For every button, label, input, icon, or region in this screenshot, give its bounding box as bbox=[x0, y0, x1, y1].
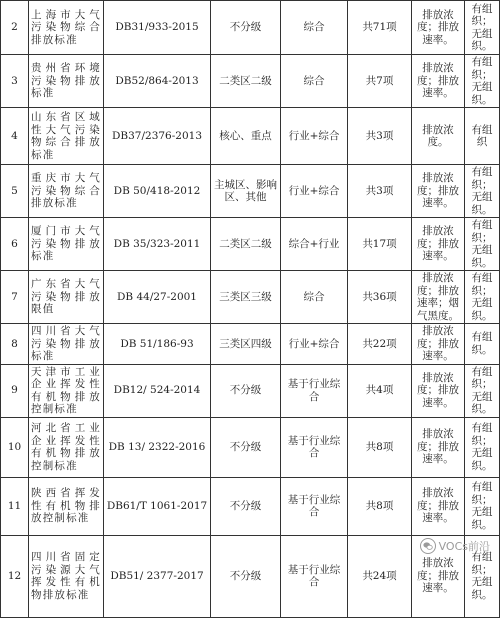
emission-scope: 有组织；无组织。 bbox=[465, 1, 500, 55]
emission-scope: 有组织；无组织。 bbox=[465, 535, 500, 617]
control-items: 排放浓度；排放速率。 bbox=[412, 417, 465, 477]
standard-name: 贵州省环境污染物排放标准 bbox=[29, 55, 104, 108]
standard-name: 上海市大气污染物综合排放标准 bbox=[29, 1, 104, 55]
grade-level: 二类区二级 bbox=[211, 55, 281, 108]
standard-name: 天津市工业企业挥发性有机物排放控制标准 bbox=[29, 364, 104, 417]
standard-code: DB 51/186-93 bbox=[104, 324, 211, 365]
standard-type: 行业+综合 bbox=[281, 324, 348, 365]
pollutant-count: 共17项 bbox=[348, 218, 412, 271]
standard-code: DB37/2376-2013 bbox=[104, 108, 211, 165]
row-number: 2 bbox=[1, 1, 29, 55]
control-items: 排放浓度；排放速率；烟气黑度。 bbox=[412, 271, 465, 324]
table-row bbox=[1, 1, 500, 55]
standard-name: 广东省大气污染物排放限值 bbox=[29, 271, 104, 324]
emission-scope: 有组织；无组织。 bbox=[465, 165, 500, 218]
table-row bbox=[1, 477, 500, 535]
table-row bbox=[1, 417, 500, 477]
table-row bbox=[1, 108, 500, 165]
emission-scope: 有组织；无组织。 bbox=[465, 364, 500, 417]
standard-type: 基于行业综合 bbox=[281, 364, 348, 417]
pollutant-count: 共24项 bbox=[348, 535, 412, 617]
table-row bbox=[1, 324, 500, 365]
control-items: 排放浓度；排放速率。 bbox=[412, 324, 465, 365]
pollutant-count: 共7项 bbox=[348, 55, 412, 108]
grade-level: 不分级 bbox=[211, 535, 281, 617]
standard-type: 综合+行业 bbox=[281, 218, 348, 271]
pollutant-count: 共71项 bbox=[348, 1, 412, 55]
emission-scope: 有组织；无组织。 bbox=[465, 271, 500, 324]
emission-scope: 有组织 bbox=[465, 108, 500, 165]
row-number: 11 bbox=[1, 477, 29, 535]
standard-type: 基于行业综合 bbox=[281, 535, 348, 617]
standard-type: 综合 bbox=[281, 271, 348, 324]
grade-level: 二类区二级 bbox=[211, 218, 281, 271]
control-items: 排放浓度；排放速率。 bbox=[412, 364, 465, 417]
standard-name: 山东省区域性大气污染物综合排放标准 bbox=[29, 108, 104, 165]
standard-code: DB31/933-2015 bbox=[104, 1, 211, 55]
standard-name: 河北省工业企业挥发性有机物排放控制标准 bbox=[29, 417, 104, 477]
standard-name: 陕西省挥发性有机物排放控制标准 bbox=[29, 477, 104, 535]
grade-level: 不分级 bbox=[211, 364, 281, 417]
standard-code: DB52/864-2013 bbox=[104, 55, 211, 108]
control-items: 排放浓度；排放速率。 bbox=[412, 218, 465, 271]
grade-level: 不分级 bbox=[211, 417, 281, 477]
standard-type: 行业+综合 bbox=[281, 108, 348, 165]
wechat-icon bbox=[420, 538, 436, 554]
standard-code: DB 13/ 2322-2016 bbox=[104, 417, 211, 477]
control-items: 排放浓度；排放速率。 bbox=[412, 55, 465, 108]
standard-code: DB 35/323-2011 bbox=[104, 218, 211, 271]
row-number: 12 bbox=[1, 535, 29, 617]
standard-name: 厦门市大气污染物排放标准 bbox=[29, 218, 104, 271]
pollutant-count: 共22项 bbox=[348, 324, 412, 365]
emission-scope: 有组织；无组织。 bbox=[465, 477, 500, 535]
row-number: 6 bbox=[1, 218, 29, 271]
table-row bbox=[1, 364, 500, 417]
standard-code: DB61/T 1061-2017 bbox=[104, 477, 211, 535]
table-row bbox=[1, 55, 500, 108]
standard-code: DB 44/27-2001 bbox=[104, 271, 211, 324]
row-number: 7 bbox=[1, 271, 29, 324]
grade-level: 不分级 bbox=[211, 477, 281, 535]
standard-code: DB51/ 2377-2017 bbox=[104, 535, 211, 617]
standard-type: 基于行业综合 bbox=[281, 477, 348, 535]
standard-code: DB12/ 524-2014 bbox=[104, 364, 211, 417]
standard-name: 四川省大气污染物排放标准 bbox=[29, 324, 104, 365]
control-items: 排放浓度；排放速率。 bbox=[412, 535, 465, 617]
table-row bbox=[1, 218, 500, 271]
pollutant-count: 共8项 bbox=[348, 477, 412, 535]
row-number: 10 bbox=[1, 417, 29, 477]
emission-scope: 有组织。 bbox=[465, 324, 500, 365]
row-number: 4 bbox=[1, 108, 29, 165]
standard-code: DB 50/418-2012 bbox=[104, 165, 211, 218]
row-number: 9 bbox=[1, 364, 29, 417]
standard-type: 行业+综合 bbox=[281, 165, 348, 218]
pollutant-count: 共3项 bbox=[348, 108, 412, 165]
grade-level: 主城区、影响区、其他 bbox=[211, 165, 281, 218]
standard-type: 综合 bbox=[281, 1, 348, 55]
grade-level: 核心、重点 bbox=[211, 108, 281, 165]
row-number: 5 bbox=[1, 165, 29, 218]
pollutant-count: 共8项 bbox=[348, 417, 412, 477]
table-row bbox=[1, 271, 500, 324]
watermark bbox=[420, 538, 490, 554]
emission-scope: 有组织；无组织。 bbox=[465, 55, 500, 108]
grade-level: 不分级 bbox=[211, 1, 281, 55]
control-items: 排放浓度；排放速率。 bbox=[412, 165, 465, 218]
emission-scope: 有组织；无组织。 bbox=[465, 218, 500, 271]
pollutant-count: 共36项 bbox=[348, 271, 412, 324]
pollutant-count: 共3项 bbox=[348, 165, 412, 218]
table-row bbox=[1, 165, 500, 218]
pollutant-count: 共4项 bbox=[348, 364, 412, 417]
grade-level: 三类区三级 bbox=[211, 271, 281, 324]
standard-type: 综合 bbox=[281, 55, 348, 108]
watermark-text: VOCs前沿 bbox=[438, 540, 490, 553]
row-number: 3 bbox=[1, 55, 29, 108]
grade-level: 三类区四级 bbox=[211, 324, 281, 365]
standard-name: 四川省固定污染源大气挥发性有机物排放标准 bbox=[29, 535, 104, 617]
control-items: 排放浓度。 bbox=[412, 108, 465, 165]
row-number: 8 bbox=[1, 324, 29, 365]
standard-type: 基于行业综合 bbox=[281, 417, 348, 477]
control-items: 排放浓度；排放速率。 bbox=[412, 477, 465, 535]
standard-name: 重庆市大气污染物综合排放标准 bbox=[29, 165, 104, 218]
emission-scope: 有组织；无组织。 bbox=[465, 417, 500, 477]
control-items: 排放浓度；排放速率。 bbox=[412, 1, 465, 55]
